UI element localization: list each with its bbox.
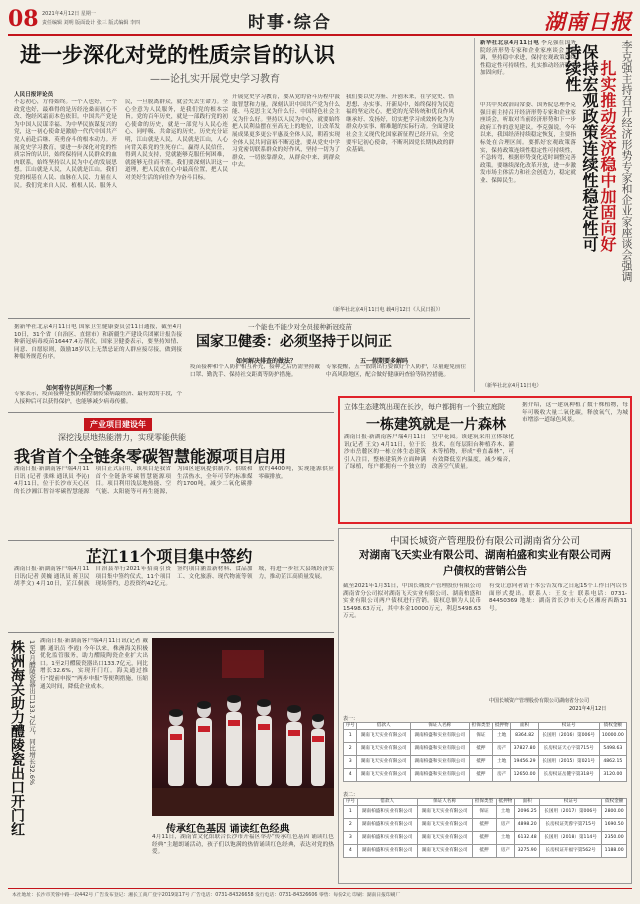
- date-line: 2021年4月12日 星期一: [42, 11, 96, 17]
- page-number: 08: [8, 6, 39, 32]
- performance-photo: [152, 638, 334, 816]
- forest-body: 湖南日报·新湖南客户端4月11日讯(记者 王文) 4月11日，位于长沙市岳麓区的一栋立体生态建筑引人注目，整栋建筑外立面种满了绿植，每户都拥有一个独立的空中花园。该建筑采用立体绿化技术，在每层阳台种植乔木、灌木等植物，形成“垂直森林”，可有效降低室内温度，减少噪音，改善空气质量。: [344, 434, 514, 471]
- table2-cell: 2096.25: [515, 806, 540, 819]
- health-sub1: 如何看待以问正和一个都: [46, 385, 113, 392]
- table1-cell: 长房权证天心字第715号: [538, 743, 599, 756]
- table2-cell: 长国用（2017）第006号: [539, 806, 601, 819]
- table1-label: 表一：: [343, 716, 359, 722]
- header-rule: [8, 34, 632, 36]
- health-sub2: 如何解决排查的做法？: [236, 358, 297, 365]
- zhuzhou-body: 湖南日报·新湖南客户端4月11日讯(记者 戴鹏 通讯员 李霞) 今年以来，株洲海关积极优化监管服务，助力醴陵陶瓷企业扩大出口。1至2月醴陵瓷器出口133.7亿元，同比增长32.6%，实现开门红。海关通过推行“提前申报”“两步申报”等便利措施，压缩通关时间，降低企业成本。: [40, 638, 148, 690]
- notice-date: 2021年4月12日: [569, 706, 607, 712]
- table1-cell: 湖南飞天实业有限公司: [357, 730, 411, 743]
- table1-header-cell: 担保类型: [469, 723, 492, 730]
- table2-cell: 1188.00: [602, 845, 627, 858]
- table1-cell: 长国用（2015）第021号: [538, 756, 599, 769]
- table2-cell: 湖南柏盛和实业有限公司: [357, 832, 417, 845]
- table2-cell: 3275.90: [515, 845, 540, 858]
- table1-cell: 5498.63: [599, 743, 626, 756]
- table2-cell: 保证: [472, 806, 496, 819]
- table1-cell: 湖南柏盛和实业有限公司: [410, 743, 469, 756]
- table2-cell: 湖南飞天实业有限公司: [417, 819, 472, 832]
- table1-cell: 湖南飞天实业有限公司: [357, 743, 411, 756]
- table2-cell: 2: [344, 819, 358, 832]
- table1-row: [344, 743, 627, 756]
- table2-cell: 房产: [496, 845, 515, 858]
- table1-cell: 长房权证岳麓字第318号: [538, 769, 599, 782]
- table2-cell: 长房权证开福字第562号: [539, 845, 601, 858]
- table1-cell: 12650.00: [511, 769, 538, 782]
- table1-cell: 房产: [493, 769, 511, 782]
- notice-signoff: 中国长城资产管理股份有限公司湖南省分公司: [489, 698, 590, 704]
- lead-body: 不忘初心，方得始终。一个人也好，一个政党也好，最难得的是历经沧桑而初心不改、饱经风霜而本色依旧。中国共产党是为中国人民谋幸福、为中华民族谋复兴的党，这一初心使命是激励一代代中国共产党人前赴后继、英勇奋斗的根本动力。开展党史学习教育，要进一步深化对党的性质宗旨的认识，始终保持同人民群众的血肉联系，始终坚持以人民为中心的发展思想。江山就是人民，人民就是江山。我们党的根基在人民、血脉在人民、力量在人民。我们党来自人民、植根人民、服务人民，一旦脱离群众，就会失去生命力。全心全意为人民服务，是我们党的根本宗旨。党的百年历史，就是一部践行党的初心使命的历史，就是一部党与人民心连心、同呼吸、共命运的历史。历史充分证明，江山就是人民，人民就是江山，人心向背关系党的生死存亡。赢得人民信任，得到人民支持，党就能够克服任何困难，就能够无往而不胜。我们要深刻认识这一道理，把人民放在心中最高位置，把人民对美好生活的向往作为奋斗目标。: [14, 99, 228, 189]
- table1-cell: 1: [344, 730, 357, 743]
- forest-kicker: 立体生态建筑出现在长沙，每户都拥有一个独立庭院: [344, 403, 505, 411]
- lead-byline: 人民日报评论员: [14, 92, 54, 98]
- table2-header-cell: 担保类型: [472, 799, 496, 806]
- debt-table-2: [343, 798, 627, 858]
- table1-header-cell: 保证人名称: [410, 723, 469, 730]
- table2-cell: 抵押: [472, 819, 496, 832]
- lead-body-col4: 我们要以史为鉴、开创未来，在学党史、悟思想、办实事、开新局中，始终保持为民造福的坚定决心，把党的光荣传统和优良作风继承好、发扬好，切实把学习成效转化为为群众办实事、解难题的实际行动。全面建设社会主义现代化国家新征程已经开启，全党要牢记初心使命，不断巩固党长期执政的群众基础。: [346, 94, 454, 154]
- table1-cell: 湖南柏盛和实业有限公司: [410, 756, 469, 769]
- forest-frame: [338, 396, 632, 524]
- table1-row: [344, 756, 627, 769]
- table2-header-cell: 抵押物: [496, 799, 515, 806]
- zhijiang-headline: 芷江11个项目集中签约: [86, 547, 253, 566]
- notice-title-main: 对湖南飞天实业有限公司、湖南柏盛和实业有限公司两户债权的营销公告: [359, 549, 611, 577]
- lead-footer-note: （新华社北京4月11日电 载4月12日《人民日报》）: [330, 307, 444, 313]
- health-top-rule: [8, 318, 470, 319]
- table1-header-cell: 面积: [511, 723, 538, 730]
- debt-table-1: [343, 722, 627, 782]
- table1-header-row: [344, 723, 627, 730]
- table1-cell: 湖南柏盛和实业有限公司: [410, 769, 469, 782]
- table2-label: 表二：: [343, 792, 359, 798]
- side-footer-note: （新华社北京4月11日电）: [482, 383, 542, 389]
- side-kicker: 李克强主持召开经济形势专家和企业家座谈会强调: [620, 40, 633, 282]
- table1-row: [344, 769, 627, 782]
- table2-cell: 湖南飞天实业有限公司: [417, 845, 472, 858]
- side-intro-text: 李克强在国务院经济形势专家和企业家座谈会上强调，坚持稳中求进，保持宏观政策连续性稳定性可持续性，扎实推动经济稳中加固向好。: [480, 40, 576, 77]
- zhijiang-body: 湖南日报·新湖南客户端4月11日讯(记者 黄巍 通讯员 蒋卫民 胡孝文) 4月10日，芷江侗族自治县举行2021年招商引资项目集中签约仪式，11个项目现场签约，总投资约42亿元。签约项目涵盖新材料、食品加工、文化旅游、现代物流等领域，将进一步壮大县域经济实力，推动芷江高质量发展。: [14, 566, 334, 588]
- table2-header-cell: 序号: [344, 799, 358, 806]
- performers-illustration: [152, 638, 334, 816]
- side-body: 中共中央政治局常委、国务院总理李克强日前主持召开经济形势专家和企业家座谈会，听取对当前经济形势和下一步政府工作的意见建议。李克强说，今年以来，我国经济持续稳定恢复，主要指标处在合理区间。要抓好宏观政策落实，保持政策连续性稳定性可持续性，不急转弯，根据形势变化适时调整完善政策。要继续深化改革开放，进一步激发市场主体活力和社会创造力，稳定就业、保障民生。: [480, 102, 576, 184]
- photo-caption-title: 传承红色基因 诵读红色经典: [166, 824, 290, 835]
- table2-cell: 湖南柏盛和实业有限公司: [357, 845, 417, 858]
- table1-cell: 长国用（2016）第006号: [538, 730, 599, 743]
- table1-cell: 湖南飞天实业有限公司: [357, 756, 411, 769]
- photo-caption: 4月11日，湖南省文化馆联合长沙市开福区举办“传承红色基因 诵读红色经典”主题朗诵活动，孩子们以饱满的热情诵读红色经典，表达对党的热爱。: [152, 834, 334, 856]
- footer-rule: [8, 888, 632, 889]
- table2-header-cell: 债权金额: [602, 799, 627, 806]
- table2-cell: 房产: [496, 819, 515, 832]
- table1-cell: 3: [344, 756, 357, 769]
- health-sub1-body: 专家表示，疫苗接种是预防和控制传染病最经济、最有效的手段，个人接种后可以获得保护，也能够减少病毒传播。: [14, 391, 182, 405]
- table2-cell: 2800.00: [602, 806, 627, 819]
- project-top-rule: [8, 412, 334, 413]
- table2-cell: 抵押: [472, 832, 496, 845]
- table1-cell: 抵押: [469, 769, 492, 782]
- table2-cell: 湖南飞天实业有限公司: [417, 806, 472, 819]
- zhuzhou-top-rule: [8, 632, 334, 633]
- lead-body-col3: 开展党史学习教育，要从党的奋斗历程中汲取智慧和力量，深刻认识中国共产党为什么能、马克思主义为什么行、中国特色社会主义为什么好。坚持以人民为中心，就要始终把人民利益摆在至高无上的地位，让改革发展成果更多更公平惠及全体人民，朝着实现全体人民共同富裕不断迈进。要从党史中学习党密切联系群众的好作风，坚持一切为了群众、一切依靠群众，从群众中来、到群众中去。: [232, 94, 340, 169]
- section-title: 时事·综合: [248, 13, 332, 33]
- table1-cell: 19456.29: [511, 756, 538, 769]
- project-banner: 产业项目建设年: [84, 418, 152, 431]
- table2-cell: 抵押: [472, 845, 496, 858]
- table1-cell: 土地: [493, 756, 511, 769]
- table2-row: [344, 832, 627, 845]
- table1-cell: 房产: [493, 743, 511, 756]
- table2-header-cell: 面积: [515, 799, 540, 806]
- side-divider: [474, 38, 475, 392]
- masthead: [8, 6, 632, 36]
- table1-header-cell: 序号: [344, 723, 357, 730]
- table1-header-cell: 借款人: [357, 723, 411, 730]
- table2-cell: 土地: [496, 806, 515, 819]
- table1-cell: 湖南柏盛和实业有限公司: [410, 730, 469, 743]
- table1-cell: 2: [344, 743, 357, 756]
- table1-cell: 保证: [469, 730, 492, 743]
- table2-cell: 6132.48: [515, 832, 540, 845]
- table1-cell: 4862.15: [599, 756, 626, 769]
- table2-cell: 长房权证芙蓉字第715号: [539, 819, 601, 832]
- zhuzhou-headline: 株洲海关助力醴陵瓷出口开门红: [9, 640, 25, 836]
- table1-cell: 抵押: [469, 756, 492, 769]
- table1-cell: 10000.00: [599, 730, 626, 743]
- side-headline-b: 扎实推动经济稳中加固向好: [598, 60, 617, 252]
- zhuzhou-side-text: 1至2月醴陵瓷器出口133.7亿元，同比增长32.6%: [28, 640, 36, 786]
- table2-cell: 3: [344, 832, 358, 845]
- table2-header-row: [344, 799, 627, 806]
- footer-text: 本社地址：长沙市芙蓉中路一段442号 广告发布登记：湘长工商广登字2019第17号 广告电话：0731-84326658 发行电话：0731-84326606 零售：每份2元 印刷：湖南日报印刷厂: [12, 893, 401, 898]
- forest-body2: 据介绍，这一建筑种植了数千株植物，每年可吸收大量二氧化碳，释放氧气，为城市增添一道绿色风景。: [522, 402, 628, 424]
- side-dateline: 新华社北京4月11日电: [480, 40, 540, 46]
- project-body: 湖南日报·新湖南客户端4月11日讯 (记者 张咪 通讯员 李沁) 4月11日，位于长沙市天心区的长沙湘江智谷零碳智慧能源项目正式启用，该项目是我省首个全链条零碳智慧能源项目。项目利用浅层地热能、空气能、太阳能等可再生能源，为园区建筑提供制冷、供暖和生活热水，全年可节约标准煤约1700吨，减少二氧化碳排放约4400吨，实现能源供应零碳排放。: [14, 466, 334, 495]
- table2-cell: 湖南飞天实业有限公司: [417, 832, 472, 845]
- side-headline-a: 保持宏观政策连续性稳定性可持续性: [563, 44, 599, 252]
- table2-cell: 长国用（2018）第114号: [539, 832, 601, 845]
- newspaper-logo: 湖南日报: [544, 9, 632, 34]
- notice-title-top: 中国长城资产管理股份有限公司湖南省分公司: [389, 536, 580, 547]
- table2-cell: 湖南柏盛和实业有限公司: [357, 806, 417, 819]
- table2-row: [344, 845, 627, 858]
- project-kicker: 深挖浅层地热能潜力，实现零能供能: [58, 433, 186, 442]
- health-sub2-body: 疫苗接种和个人防护相互补充，接种之后仍需坚持戴口罩、勤洗手、保持社交距离等防护措施。: [190, 364, 320, 378]
- health-body: 据新华社北京4月11日电 国家卫生健康委员会11日通报，截至4月10日，31个省（自治区、直辖市）和新疆生产建设兵团累计报告接种新冠病毒疫苗16447.4万剂次。国家卫健委表示，要坚持知情、同意、自愿原则，鼓励18岁以上无禁忌证的人群应接尽接，做到接种服务规范有序。: [14, 324, 182, 361]
- table1-header-cell: 抵押物: [493, 723, 511, 730]
- notice-box: [338, 528, 632, 884]
- table1-header-cell: 权证号: [538, 723, 599, 730]
- table1-row: [344, 730, 627, 743]
- table2-cell: 湖南柏盛和实业有限公司: [357, 819, 417, 832]
- table2-header-cell: 保证人名称: [417, 799, 472, 806]
- table2-cell: 4898.20: [515, 819, 540, 832]
- table2-cell: 4: [344, 845, 358, 858]
- table1-cell: 3120.00: [599, 769, 626, 782]
- health-subtop: 一个能也不能少对全员接种新冠疫苗: [248, 323, 352, 331]
- table2-cell: 土地: [496, 832, 515, 845]
- table1-cell: 37827.80: [511, 743, 538, 756]
- table1-cell: 抵押: [469, 743, 492, 756]
- notice-body: 截至2021年1月31日，中国长城资产管理股份有限公司湖南省分公司拟对湖南飞天实业有限公司、湖南柏盛和实业有限公司两户债权进行营销。债权总额为人民币15498.63万元，其中本金10000万元，利息5498.63万元。: [343, 583, 481, 620]
- table1-cell: 4: [344, 769, 357, 782]
- side-intro: [480, 40, 576, 98]
- table1-cell: 土地: [493, 730, 511, 743]
- health-headline: 国家卫健委：必须坚持于以问正: [196, 334, 392, 350]
- forest-headline: 一栋建筑就是一片森林: [366, 417, 506, 433]
- table1-cell: 湖南飞天实业有限公司: [357, 769, 411, 782]
- project-headline: 我省首个全链条零碳智慧能源项目启用: [14, 447, 287, 466]
- table2-header-cell: 借款人: [357, 799, 417, 806]
- table2-cell: 1: [344, 806, 358, 819]
- health-sub3: 五一假期要多解吗: [360, 358, 409, 365]
- table2-cell: 1690.50: [602, 819, 627, 832]
- table2-header-cell: 权证号: [539, 799, 601, 806]
- table2-cell: 2350.00: [602, 832, 627, 845]
- notice-body-right: 有受让意向者请于本公告发布之日起15个工作日内以书面形式提出。联系人：王女士 联系电话：0731-84450369 地址：湖南省长沙市天心区湘府西路31号。: [489, 583, 627, 612]
- table1-cell: 8364.82: [511, 730, 538, 743]
- health-sub3-body: 专家提醒，五一假期出行要做好个人防护，尽量避免前往中高风险地区，配合做好健康码查验等防控措施。: [326, 364, 466, 378]
- table2-row: [344, 806, 627, 819]
- table1-header-cell: 债权金额: [599, 723, 626, 730]
- table2-row: [344, 819, 627, 832]
- lead-headline: 进一步深化对党的性质宗旨的认识: [20, 42, 335, 67]
- zhijiang-top-rule: [8, 540, 334, 541]
- editor-line: 责任编辑 刘明 版面设计 张三 版式编辑 李四: [42, 20, 140, 26]
- lead-subhead: ——论扎实开展党史学习教育: [150, 74, 280, 85]
